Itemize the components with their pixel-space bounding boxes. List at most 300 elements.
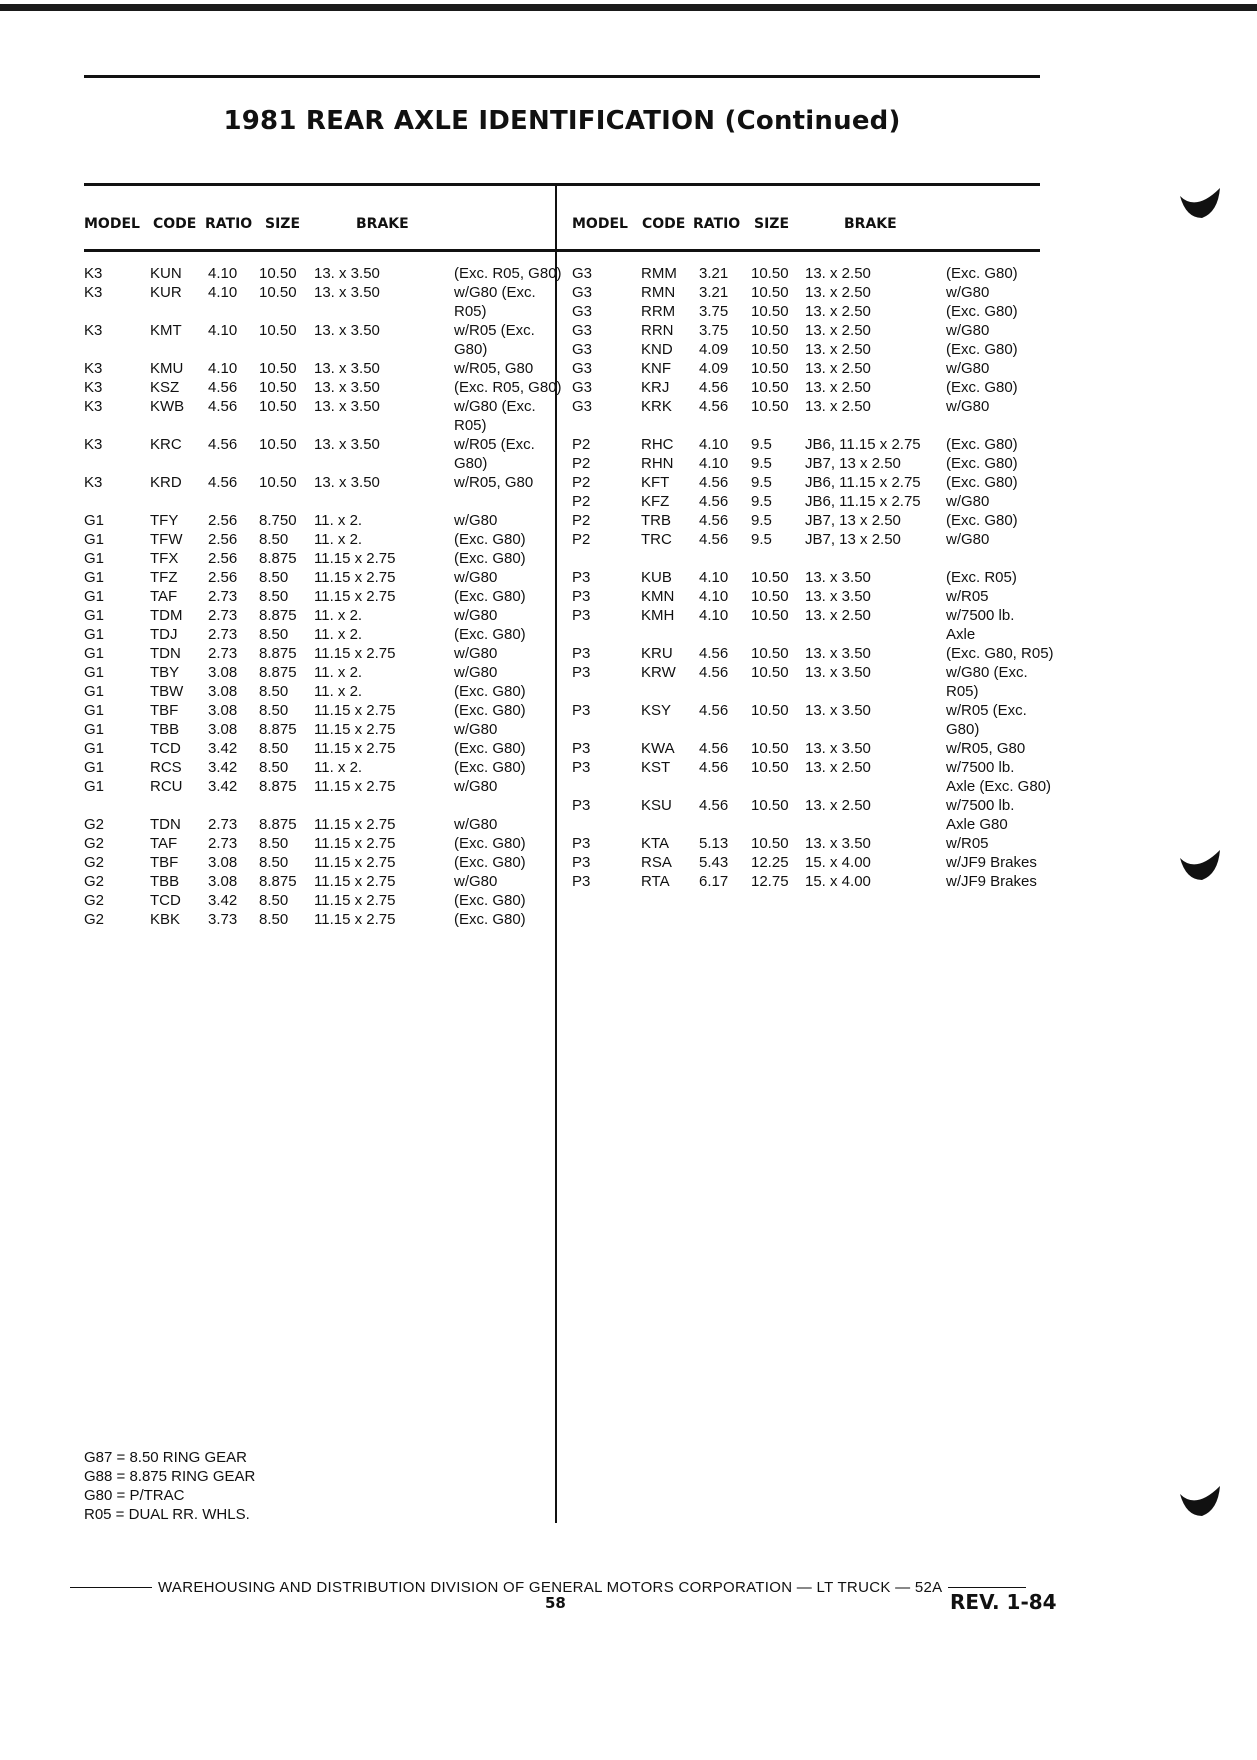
- table-row: [84, 530, 554, 549]
- cell-model: G2: [84, 816, 105, 833]
- cell-model: P2: [572, 512, 591, 529]
- cell-code: KWA: [641, 740, 675, 757]
- cell-size: 8.50: [259, 740, 289, 757]
- cell-size: 10.50: [259, 436, 297, 453]
- cell-brake: 13. x 3.50: [314, 284, 380, 301]
- table-row: [572, 511, 1052, 530]
- left-axle-table: [84, 264, 562, 929]
- cell-brake: 13. x 2.50: [805, 398, 871, 415]
- cell-note: Axle (Exc. G80): [946, 778, 1052, 795]
- cell-note: w/7500 lb.: [946, 759, 1015, 776]
- cell-brake: 11.15 x 2.75: [314, 721, 396, 738]
- cell-model: G1: [84, 778, 105, 795]
- cell-size: 8.50: [259, 892, 289, 909]
- cell-model: G1: [84, 569, 105, 586]
- cell-size: 8.50: [259, 569, 289, 586]
- cell-size: 10.50: [751, 322, 789, 339]
- cell-brake: 13. x 2.50: [805, 797, 871, 814]
- cell-model: G1: [84, 721, 105, 738]
- cell-note: w/G80: [454, 664, 498, 681]
- cell-ratio: 3.08: [208, 873, 238, 890]
- cell-ratio: 4.10: [699, 455, 729, 472]
- cell-size: 8.50: [259, 531, 289, 548]
- cell-brake: 13. x 2.50: [805, 284, 871, 301]
- cell-code: KFZ: [641, 493, 670, 510]
- spacer-row: [84, 796, 554, 815]
- cell-ratio: 4.56: [699, 474, 729, 491]
- cell-brake: 11.15 x 2.75: [314, 588, 396, 605]
- cell-brake: 13. x 2.50: [805, 265, 871, 282]
- table-row: [84, 359, 554, 378]
- cell-brake: 13. x 3.50: [805, 569, 871, 586]
- header-code-left: CODE: [153, 216, 197, 232]
- cell-model: P3: [572, 835, 591, 852]
- footer-dash-right: [948, 1587, 1026, 1588]
- cell-model: G1: [84, 588, 105, 605]
- cell-ratio: 4.56: [699, 398, 729, 415]
- cell-brake: JB6, 11.15 x 2.75: [805, 493, 921, 510]
- cell-size: 12.25: [751, 854, 789, 871]
- cell-brake: 13. x 3.50: [314, 360, 380, 377]
- spacer-row: [572, 416, 1052, 435]
- table-row: [84, 378, 562, 397]
- cell-ratio: 2.73: [208, 645, 238, 662]
- table-row: [572, 568, 1052, 587]
- cell-brake: 11. x 2.: [314, 683, 363, 700]
- cell-note: w/G80: [946, 493, 990, 510]
- cell-ratio: 3.21: [699, 265, 729, 282]
- table-row: [572, 758, 1052, 777]
- header-size-right: SIZE: [754, 216, 790, 232]
- table-row: [572, 796, 1052, 815]
- cell-model: G2: [84, 873, 105, 890]
- table-row: [84, 511, 554, 530]
- cell-model: G1: [84, 664, 105, 681]
- cell-ratio: 4.56: [208, 398, 238, 415]
- cell-brake: 11.15 x 2.75: [314, 702, 396, 719]
- cell-brake: 11.15 x 2.75: [314, 740, 396, 757]
- cell-code: KMH: [641, 607, 675, 624]
- cell-size: 8.875: [259, 550, 297, 567]
- cell-note: (Exc. G80): [454, 759, 526, 776]
- cell-code: TBF: [150, 702, 179, 719]
- footer-dash-left: [70, 1587, 152, 1588]
- cell-model: P3: [572, 740, 591, 757]
- cell-code: TBB: [150, 873, 180, 890]
- table-row: [572, 853, 1052, 872]
- cell-note: (Exc. G80): [454, 740, 526, 757]
- cell-code: RTA: [641, 873, 670, 890]
- cell-size: 10.50: [751, 303, 789, 320]
- spacer-row: [84, 492, 554, 511]
- cell-model: K3: [84, 284, 103, 301]
- cell-ratio: 3.73: [208, 911, 238, 928]
- cell-ratio: 4.10: [699, 607, 729, 624]
- cell-ratio: 3.75: [699, 322, 729, 339]
- cell-ratio: 4.56: [699, 493, 729, 510]
- cell-brake: 11.15 x 2.75: [314, 911, 396, 928]
- cell-model: K3: [84, 436, 103, 453]
- cell-note: (Exc. G80): [454, 683, 526, 700]
- cell-size: 10.50: [751, 341, 789, 358]
- cell-model: G1: [84, 759, 105, 776]
- table-row: [84, 302, 554, 321]
- cell-note: w/G80: [946, 531, 990, 548]
- cell-model: P3: [572, 645, 591, 662]
- cell-size: 9.5: [751, 493, 772, 510]
- cell-note: w/G80: [946, 398, 990, 415]
- cell-ratio: 4.56: [699, 531, 729, 548]
- table-row: [572, 834, 1052, 853]
- cell-note: w/R05, G80: [454, 474, 534, 491]
- cell-brake: JB6, 11.15 x 2.75: [805, 474, 921, 491]
- table-row: [84, 815, 554, 834]
- table-row: [84, 663, 554, 682]
- cell-model: P2: [572, 493, 591, 510]
- header-bottom-rule: [84, 249, 1040, 252]
- cell-note: G80): [454, 455, 488, 472]
- header-top-rule: [84, 183, 1040, 186]
- cell-size: 8.50: [259, 683, 289, 700]
- table-row: [572, 644, 1052, 663]
- table-row: [84, 625, 554, 644]
- cell-model: G2: [84, 835, 105, 852]
- cell-ratio: 4.56: [208, 379, 238, 396]
- cell-model: P2: [572, 455, 591, 472]
- cell-brake: 11.15 x 2.75: [314, 892, 396, 909]
- cell-brake: 11. x 2.: [314, 512, 363, 529]
- cell-brake: 13. x 2.50: [805, 303, 871, 320]
- cell-note: w/G80: [454, 569, 498, 586]
- cell-ratio: 4.56: [699, 664, 729, 681]
- cell-ratio: 3.08: [208, 683, 238, 700]
- table-row: [572, 435, 1052, 454]
- cell-brake: 15. x 4.00: [805, 854, 871, 871]
- table-row: [572, 378, 1052, 397]
- cell-note: (Exc. G80): [454, 626, 526, 643]
- table-row: [572, 701, 1052, 720]
- cell-ratio: 4.10: [208, 265, 238, 282]
- cell-size: 9.5: [751, 455, 772, 472]
- cell-model: G3: [572, 322, 593, 339]
- cell-model: P3: [572, 759, 591, 776]
- cell-size: 10.50: [259, 398, 297, 415]
- cell-ratio: 2.56: [208, 531, 238, 548]
- cell-note: w/G80: [946, 322, 990, 339]
- cell-size: 10.50: [751, 360, 789, 377]
- table-row: [572, 739, 1052, 758]
- cell-note: (Exc. G80): [454, 531, 526, 548]
- cell-ratio: 2.73: [208, 588, 238, 605]
- cell-brake: 13. x 3.50: [314, 398, 380, 415]
- revision: REV. 1-84: [950, 1590, 1057, 1614]
- cell-model: G3: [572, 360, 593, 377]
- cell-note: G80): [454, 341, 488, 358]
- cell-brake: 13. x 3.50: [805, 588, 871, 605]
- cell-brake: 11. x 2.: [314, 664, 363, 681]
- cell-size: 12.75: [751, 873, 789, 890]
- cell-note: w/R05 (Exc.: [454, 322, 535, 339]
- table-row: [84, 834, 554, 853]
- cell-ratio: 6.17: [699, 873, 729, 890]
- cell-ratio: 4.56: [699, 379, 729, 396]
- cell-code: TDN: [150, 645, 181, 662]
- cell-code: TBW: [150, 683, 184, 700]
- table-row: [572, 492, 1052, 511]
- cell-note: w/7500 lb.: [946, 797, 1015, 814]
- cell-model: G2: [84, 911, 105, 928]
- cell-model: P2: [572, 474, 591, 491]
- spacer-row: [572, 549, 1052, 568]
- cell-code: KND: [641, 341, 673, 358]
- cell-note: w/G80 (Exc.: [946, 664, 1028, 681]
- cell-model: P3: [572, 664, 591, 681]
- legend-g87: G87 = 8.50 RING GEAR: [84, 1449, 247, 1466]
- table-row: [572, 625, 1052, 644]
- page-title: 1981 REAR AXLE IDENTIFICATION (Continued): [223, 106, 901, 136]
- cell-model: K3: [84, 360, 103, 377]
- cell-code: KSY: [641, 702, 672, 719]
- table-row: [84, 568, 554, 587]
- cell-model: P3: [572, 702, 591, 719]
- cell-ratio: 4.56: [208, 436, 238, 453]
- cell-size: 8.875: [259, 607, 297, 624]
- cell-size: 10.50: [751, 284, 789, 301]
- cell-ratio: 2.73: [208, 626, 238, 643]
- cell-brake: JB7, 13 x 2.50: [805, 455, 901, 472]
- cell-brake: 13. x 3.50: [314, 265, 380, 282]
- table-row: [572, 454, 1052, 473]
- cell-model: G3: [572, 265, 593, 282]
- cell-code: TDN: [150, 816, 181, 833]
- table-row: [84, 910, 554, 929]
- cell-brake: 13. x 2.50: [805, 379, 871, 396]
- cell-note: w/G80 (Exc.: [454, 284, 536, 301]
- cell-ratio: 4.56: [699, 702, 729, 719]
- cell-model: P3: [572, 607, 591, 624]
- cell-brake: 13. x 2.50: [805, 322, 871, 339]
- cell-ratio: 4.56: [699, 740, 729, 757]
- cell-ratio: 4.09: [699, 360, 729, 377]
- cell-brake: 11.15 x 2.75: [314, 816, 396, 833]
- cell-note: R05): [946, 683, 979, 700]
- cell-model: K3: [84, 265, 103, 282]
- table-row: [572, 587, 1052, 606]
- cell-note: w/7500 lb.: [946, 607, 1015, 624]
- cell-size: 8.875: [259, 721, 297, 738]
- cell-ratio: 4.56: [699, 645, 729, 662]
- cell-model: P3: [572, 873, 591, 890]
- cell-model: G1: [84, 512, 105, 529]
- cell-brake: 11. x 2.: [314, 759, 363, 776]
- cell-brake: 11.15 x 2.75: [314, 550, 396, 567]
- cell-code: TCD: [150, 892, 181, 909]
- cell-note: w/R05: [946, 835, 989, 852]
- cell-size: 8.50: [259, 759, 289, 776]
- cell-model: P3: [572, 797, 591, 814]
- header-brake-left: BRAKE: [356, 216, 409, 232]
- cell-note: w/G80: [454, 607, 498, 624]
- header-ratio-right: RATIO: [693, 216, 741, 232]
- cell-size: 9.5: [751, 474, 772, 491]
- cell-brake: 11. x 2.: [314, 607, 363, 624]
- cell-note: (Exc. G80): [946, 512, 1018, 529]
- table-row: [84, 549, 554, 568]
- cell-code: TAF: [150, 588, 178, 605]
- cell-brake: 13. x 2.50: [805, 607, 871, 624]
- cell-ratio: 5.43: [699, 854, 729, 871]
- cell-brake: JB7, 13 x 2.50: [805, 531, 901, 548]
- cell-code: KRD: [150, 474, 182, 491]
- cell-code: RHC: [641, 436, 674, 453]
- cell-code: KMN: [641, 588, 675, 605]
- cell-size: 8.750: [259, 512, 297, 529]
- footer-text: WAREHOUSING AND DISTRIBUTION DIVISION OF GENERAL MOTORS CORPORATION — LT TRUCK — 52A: [158, 1579, 943, 1596]
- cell-ratio: 4.10: [699, 436, 729, 453]
- cell-size: 10.50: [259, 265, 297, 282]
- binder-hole-middle: [1176, 844, 1222, 884]
- cell-size: 10.50: [751, 740, 789, 757]
- cell-brake: 13. x 3.50: [314, 436, 380, 453]
- cell-model: G1: [84, 607, 105, 624]
- cell-brake: 11. x 2.: [314, 626, 363, 643]
- cell-brake: JB6, 11.15 x 2.75: [805, 436, 921, 453]
- cell-model: K3: [84, 322, 103, 339]
- cell-model: G1: [84, 683, 105, 700]
- table-row: [572, 720, 1052, 739]
- cell-model: K3: [84, 398, 103, 415]
- table-row: [84, 606, 554, 625]
- cell-ratio: 4.10: [208, 322, 238, 339]
- cell-brake: 11.15 x 2.75: [314, 835, 396, 852]
- cell-code: RCS: [150, 759, 182, 776]
- cell-size: 10.50: [259, 322, 297, 339]
- cell-size: 8.50: [259, 626, 289, 643]
- cell-code: TBF: [150, 854, 179, 871]
- cell-ratio: 5.13: [699, 835, 729, 852]
- cell-brake: 13. x 3.50: [805, 645, 871, 662]
- table-row: [84, 701, 554, 720]
- cell-model: G3: [572, 379, 593, 396]
- cell-code: RCU: [150, 778, 183, 795]
- cell-ratio: 3.21: [699, 284, 729, 301]
- cell-note: w/G80: [454, 778, 498, 795]
- cell-note: (Exc. G80): [454, 854, 526, 871]
- table-row: [84, 682, 554, 701]
- cell-model: G3: [572, 398, 593, 415]
- cell-note: (Exc. G80): [454, 892, 526, 909]
- cell-model: G2: [84, 854, 105, 871]
- cell-model: K3: [84, 474, 103, 491]
- cell-brake: 13. x 3.50: [805, 835, 871, 852]
- table-row: [572, 264, 1052, 283]
- cell-note: w/JF9 Brakes: [946, 873, 1037, 890]
- binder-hole-bottom: [1176, 1480, 1222, 1520]
- page-number: 58: [545, 1594, 566, 1612]
- cell-note: Axle G80: [946, 816, 1008, 833]
- cell-note: (Exc. G80): [454, 835, 526, 852]
- cell-note: G80): [946, 721, 980, 738]
- cell-brake: 11.15 x 2.75: [314, 645, 396, 662]
- cell-ratio: 3.42: [208, 759, 238, 776]
- cell-ratio: 2.56: [208, 569, 238, 586]
- cell-ratio: 3.75: [699, 303, 729, 320]
- cell-size: 10.50: [751, 379, 789, 396]
- cell-note: (Exc. G80): [454, 550, 526, 567]
- table-row: [84, 891, 554, 910]
- cell-size: 10.50: [751, 588, 789, 605]
- cell-code: RHN: [641, 455, 674, 472]
- cell-brake: 11.15 x 2.75: [314, 854, 396, 871]
- table-row: [84, 473, 554, 492]
- cell-model: K3: [84, 379, 103, 396]
- table-row: [84, 758, 554, 777]
- cell-brake: 13. x 2.50: [805, 759, 871, 776]
- cell-code: KSZ: [150, 379, 180, 396]
- cell-code: RSA: [641, 854, 672, 871]
- cell-ratio: 2.56: [208, 512, 238, 529]
- cell-code: TCD: [150, 740, 181, 757]
- header-brake-right: BRAKE: [844, 216, 897, 232]
- legend: [84, 1448, 255, 1524]
- cell-note: (Exc. G80): [946, 379, 1018, 396]
- cell-brake: 11.15 x 2.75: [314, 569, 396, 586]
- cell-code: KFT: [641, 474, 670, 491]
- table-row: [572, 473, 1052, 492]
- cell-code: RRM: [641, 303, 676, 320]
- table-row: [84, 340, 554, 359]
- cell-brake: 15. x 4.00: [805, 873, 871, 890]
- cell-code: RMM: [641, 265, 677, 282]
- cell-ratio: 4.10: [699, 569, 729, 586]
- cell-size: 8.875: [259, 816, 297, 833]
- cell-model: G1: [84, 702, 105, 719]
- header-code-right: CODE: [642, 216, 686, 232]
- table-row: [84, 321, 554, 340]
- header-model-right: MODEL: [572, 216, 628, 232]
- cell-code: TDJ: [150, 626, 178, 643]
- cell-model: G1: [84, 531, 105, 548]
- cell-code: RRN: [641, 322, 674, 339]
- cell-note: w/G80: [454, 512, 498, 529]
- cell-code: KWB: [150, 398, 185, 415]
- table-row: [572, 321, 1052, 340]
- legend-r05: R05 = DUAL RR. WHLS.: [84, 1506, 250, 1523]
- table-row: [572, 663, 1052, 682]
- cell-ratio: 4.56: [208, 474, 238, 491]
- table-row: [572, 302, 1052, 321]
- table-row: [572, 872, 1052, 891]
- table-row: [84, 777, 554, 796]
- cell-size: 10.50: [751, 607, 789, 624]
- cell-model: G1: [84, 550, 105, 567]
- cell-note: w/R05, G80: [454, 360, 534, 377]
- table-row: [84, 644, 554, 663]
- top-rule: [84, 75, 1040, 78]
- cell-code: KMU: [150, 360, 184, 377]
- cell-model: P3: [572, 854, 591, 871]
- cell-note: w/G80: [454, 873, 498, 890]
- cell-note: w/JF9 Brakes: [946, 854, 1037, 871]
- table-row: [84, 872, 554, 891]
- cell-size: 8.50: [259, 702, 289, 719]
- cell-note: (Exc. R05, G80): [454, 265, 562, 282]
- cell-code: KUB: [641, 569, 672, 586]
- cell-ratio: 2.56: [208, 550, 238, 567]
- table-row: [572, 359, 1052, 378]
- cell-note: (Exc. G80): [946, 474, 1018, 491]
- table-row: [572, 606, 1052, 625]
